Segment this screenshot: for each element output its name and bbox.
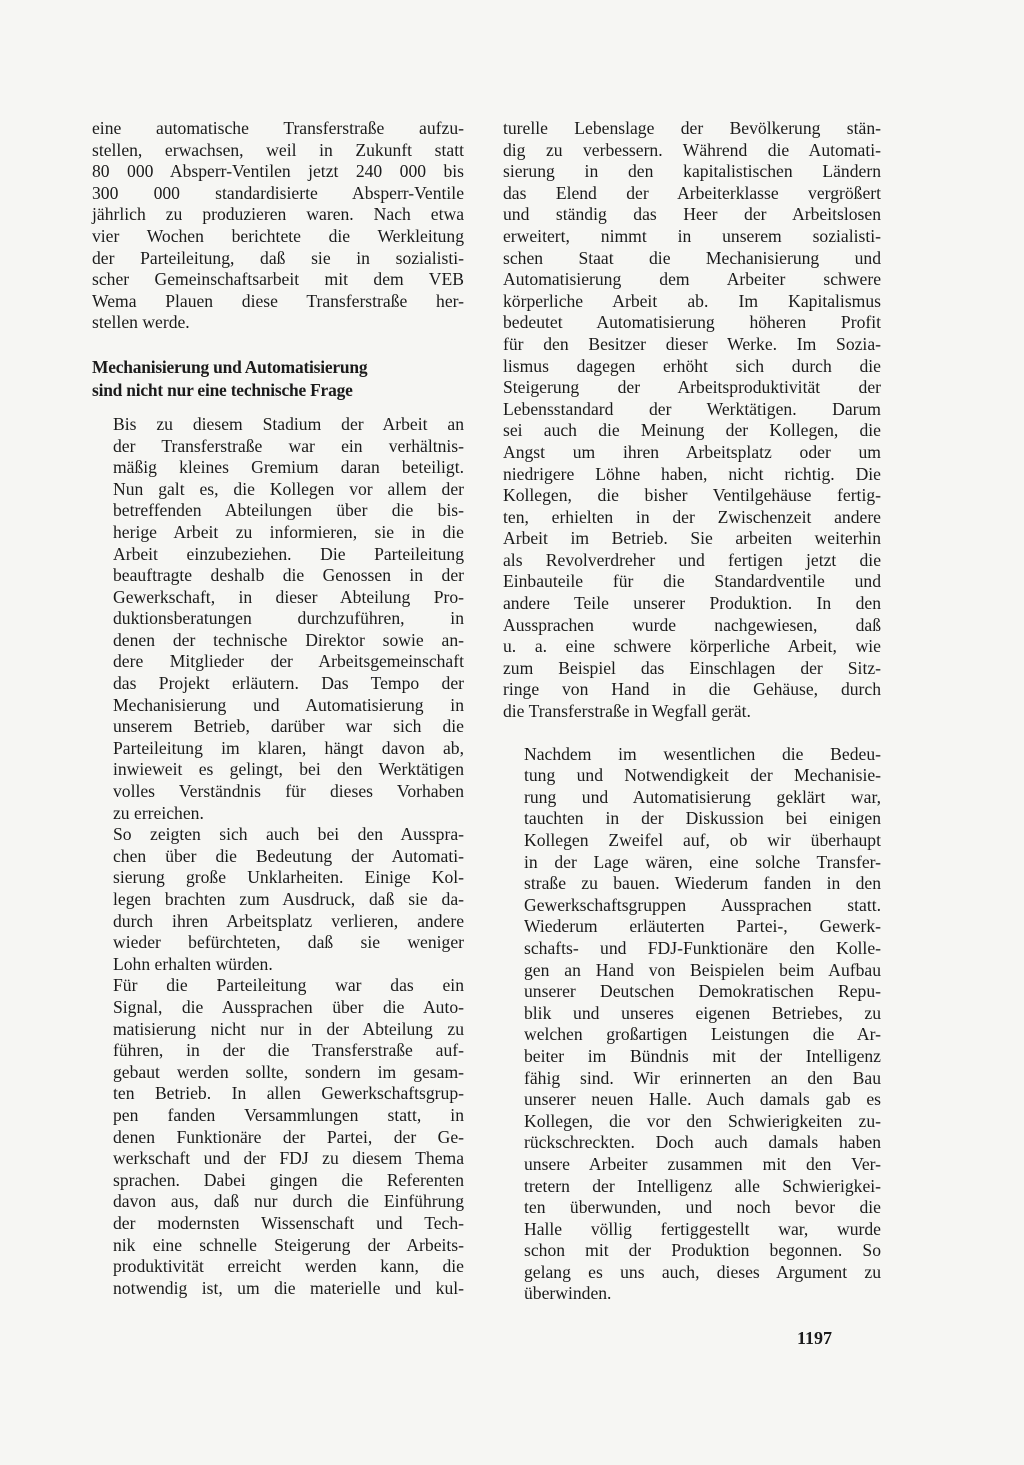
text-line: vier Wochen berichtete die Werkleitung: [92, 225, 464, 246]
text-line: rückschreckten. Doch auch damals haben: [524, 1132, 881, 1153]
text-line: Signal, die Aussprachen über die Auto-: [113, 996, 464, 1017]
text-line: Kollegen, die vor den Schwierigkeiten zu-: [524, 1110, 881, 1131]
text-line: Parteileitung im klaren, hängt davon ab,: [113, 737, 464, 758]
text-line: Wiederum erläuterten Partei-, Gewerk-: [524, 916, 881, 937]
paragraph-left-4: [92, 975, 464, 1299]
text-line: Lohn erhalten würden.: [113, 953, 273, 974]
text-line: Aussprachen wurde nachgewiesen, daß: [503, 614, 881, 635]
text-line: unserer Deutschen Demokratischen Repu-: [524, 981, 881, 1002]
left-column: [92, 118, 464, 1299]
text-line: fähig sind. Wir erinnerten an den Bau: [524, 1067, 881, 1088]
text-line: körperliche Arbeit ab. Im Kapitalismus: [503, 290, 881, 311]
text-line: ringe von Hand in die Gehäuse, durch: [503, 679, 881, 700]
right-column: [503, 118, 881, 1305]
text-line: schafts- und FDJ-Funktionäre den Kolle-: [524, 937, 881, 958]
text-line: turelle Lebenslage der Bevölkerung stän-: [503, 118, 881, 138]
text-line: zum Beispiel das Einschlagen der Sitz-: [503, 657, 881, 678]
text-line: die Transferstraße in Wegfall gerät.: [503, 701, 751, 722]
text-line: denen Funktionäre der Partei, der Ge-: [113, 1126, 464, 1147]
text-line: mäßig kleines Gremium daran beteiligt.: [113, 457, 464, 478]
text-line: rung und Automatisierung geklärt war,: [524, 786, 881, 807]
text-line: pen fanden Versammlungen statt, in: [113, 1104, 464, 1125]
text-line: So zeigten sich auch bei den Ausspra-: [113, 824, 464, 845]
text-line: und ständig das Heer der Arbeitslosen: [503, 204, 881, 225]
text-line: dere Mitglieder der Arbeitsgemeinschaft: [113, 651, 464, 672]
text-line: eine automatische Transferstraße aufzu-: [92, 118, 464, 138]
text-line: werkschaft und der FDJ zu diesem Thema: [113, 1148, 464, 1169]
text-line: stellen werde.: [92, 312, 190, 333]
text-line: stellen, erwachsen, weil in Zukunft statt: [92, 139, 464, 160]
text-line: führen, in der die Transferstraße auf-: [113, 1040, 464, 1061]
text-line: 80 000 Absperr-Ventilen jetzt 240 000 bis: [92, 161, 464, 182]
heading-line: Mechanisierung und Automatisierung: [92, 356, 368, 377]
text-line: gelang es uns auch, dieses Argument zu: [524, 1261, 881, 1282]
paragraph-left-1: [92, 118, 464, 334]
text-line: gebaut werden sollte, sondern im gesam-: [113, 1061, 464, 1082]
text-line: Arbeit im Betrieb. Sie arbeiten weiterhin: [503, 528, 881, 549]
text-line: unserem Betrieb, darüber war sich die: [113, 716, 464, 737]
page-number: 1197: [797, 1328, 833, 1348]
text-line: beiter im Bündnis mit der Intelligenz: [524, 1045, 881, 1066]
text-line: tauchten in der Diskussion bei einigen: [524, 808, 881, 829]
text-line: Lebensstandard der Werktätigen. Darum: [503, 398, 881, 419]
text-line: Angst um ihren Arbeitsplatz oder um: [503, 441, 881, 462]
text-line: das Projekt erläutern. Das Tempo der: [113, 673, 464, 694]
text-line: Nun galt es, die Kollegen vor allem der: [113, 478, 464, 499]
text-line: lismus dagegen erhöht sich durch die: [503, 355, 881, 376]
text-line: u. a. eine schwere körperliche Arbeit, wie: [503, 636, 881, 657]
text-line: für den Besitzer dieser Werke. Im Sozia-: [503, 333, 881, 354]
text-line: andere Teile unserer Produktion. In den: [503, 593, 881, 614]
text-line: notwendig ist, um die materielle und kul-: [113, 1277, 464, 1298]
text-line: durch ihren Arbeitsplatz verlieren, andere: [113, 910, 464, 931]
text-line: der Parteileitung, daß sie in sozialisti-: [92, 247, 464, 268]
text-line: schon mit der Produktion begonnen. So: [524, 1240, 881, 1261]
text-line: zu erreichen.: [113, 802, 204, 823]
heading-line: sind nicht nur eine technische Frage: [92, 379, 353, 400]
text-line: schen Staat die Mechanisierung und: [503, 247, 881, 268]
text-line: ten, erhielten in der Zwischenzeit andere: [503, 506, 881, 527]
text-line: wieder befürchteten, daß sie weniger: [113, 932, 464, 953]
text-line: matisierung nicht nur in der Abteilung zu: [113, 1018, 464, 1039]
text-line: unserer neuen Halle. Auch damals gab es: [524, 1089, 881, 1110]
text-line: 300 000 standardisierte Absperr-Ventile: [92, 182, 464, 203]
text-line: sierung in den kapitalistischen Ländern: [503, 161, 881, 182]
text-line: bedeutet Automatisierung höheren Profit: [503, 312, 881, 333]
text-line: duktionsberatungen durchzuführen, in: [113, 608, 464, 629]
text-line: nik eine schnelle Steigerung der Arbeits-: [113, 1234, 464, 1255]
text-line: legen brachten zum Ausdruck, daß sie da-: [113, 889, 464, 909]
text-line: Nachdem im wesentlichen die Bedeu-: [524, 743, 881, 764]
text-line: Kollegen Zweifel auf, ob wir überhaupt: [524, 830, 881, 850]
text-line: Steigerung der Arbeitsproduktivität der: [503, 377, 881, 398]
text-line: herige Arbeit zu informieren, sie in die: [113, 521, 464, 542]
text-line: ten Betrieb. In allen Gewerkschaftsgrup-: [113, 1083, 464, 1104]
text-line: niedrigere Löhne haben, nicht richtig. Die: [503, 463, 881, 484]
text-line: Mechanisierung und Automatisierung in: [113, 694, 464, 715]
text-line: blik und unseres eigenen Betriebes, zu: [524, 1002, 881, 1023]
text-line: jährlich zu produzieren waren. Nach etwa: [92, 204, 464, 225]
paragraph-left-3: [92, 824, 464, 975]
text-line: beauftragte deshalb die Genossen in der: [113, 565, 464, 586]
text-line: der Transferstraße war ein verhältnis-: [113, 435, 464, 456]
text-line: Einbauteile für die Standardventile und: [503, 571, 881, 592]
text-line: in der Lage wären, eine solche Transfer-: [524, 851, 881, 872]
paragraph-right-2: [503, 744, 881, 1305]
text-line: betreffenden Abteilungen über die bis-: [113, 500, 464, 521]
paragraph-left-2: [92, 414, 464, 824]
text-line: ten überwunden, und noch bevor die: [524, 1197, 881, 1218]
text-line: Kollegen, die bisher Ventilgehäuse fertig-: [503, 485, 881, 506]
text-line: Automatisierung dem Arbeiter schwere: [503, 269, 881, 290]
text-line: produktivität erreicht werden kann, die: [113, 1256, 464, 1277]
text-line: erweitert, nimmt in unserem sozialisti-: [503, 225, 881, 246]
section-heading: [92, 356, 464, 402]
text-line: das Elend der Arbeiterklasse vergrößert: [503, 182, 881, 203]
text-line: tretern der Intelligenz alle Schwierigkei-: [524, 1175, 881, 1196]
text-line: überwinden.: [524, 1283, 612, 1304]
text-line: sei auch die Meinung der Kollegen, die: [503, 420, 881, 441]
text-line: gen an Hand von Beispielen beim Aufbau: [524, 959, 881, 980]
text-line: davon aus, daß nur durch die Einführung: [113, 1191, 464, 1212]
text-line: sprachen. Dabei gingen die Referenten: [113, 1169, 464, 1190]
text-line: welchen großartigen Leistungen die Ar-: [524, 1024, 881, 1045]
text-line: als Revolverdreher und fertigen jetzt die: [503, 549, 881, 570]
text-line: sierung große Unklarheiten. Einige Kol-: [113, 867, 464, 888]
text-line: inwieweit es gelingt, bei den Werktätigen: [113, 759, 464, 780]
text-line: scher Gemeinschaftsarbeit mit dem VEB: [92, 269, 464, 290]
paragraph-right-1: [503, 118, 881, 723]
text-line: Halle völlig fertiggestellt war, wurde: [524, 1218, 881, 1239]
text-line: volles Verständnis für dieses Vorhaben: [113, 781, 464, 802]
text-line: straße zu bauen. Wiederum fanden in den: [524, 873, 881, 894]
text-line: Bis zu diesem Stadium der Arbeit an: [113, 413, 464, 434]
text-line: Arbeit einzubeziehen. Die Parteileitung: [113, 543, 464, 564]
text-line: dig zu verbessern. Während die Automati-: [503, 139, 881, 160]
text-line: der modernsten Wissenschaft und Tech-: [113, 1212, 464, 1233]
text-line: Wema Plauen diese Transferstraße her-: [92, 290, 464, 311]
text-line: unsere Arbeiter zusammen mit den Ver-: [524, 1153, 881, 1174]
text-line: Gewerkschaft, in dieser Abteilung Pro-: [113, 586, 464, 607]
text-line: chen über die Bedeutung der Automati-: [113, 845, 464, 866]
text-line: Gewerkschaftsgruppen Aussprachen statt.: [524, 894, 881, 915]
text-line: denen der technische Direktor sowie an-: [113, 629, 464, 650]
text-line: Für die Parteileitung war das ein: [113, 975, 464, 996]
text-line: tung und Notwendigkeit der Mechanisie-: [524, 765, 881, 786]
